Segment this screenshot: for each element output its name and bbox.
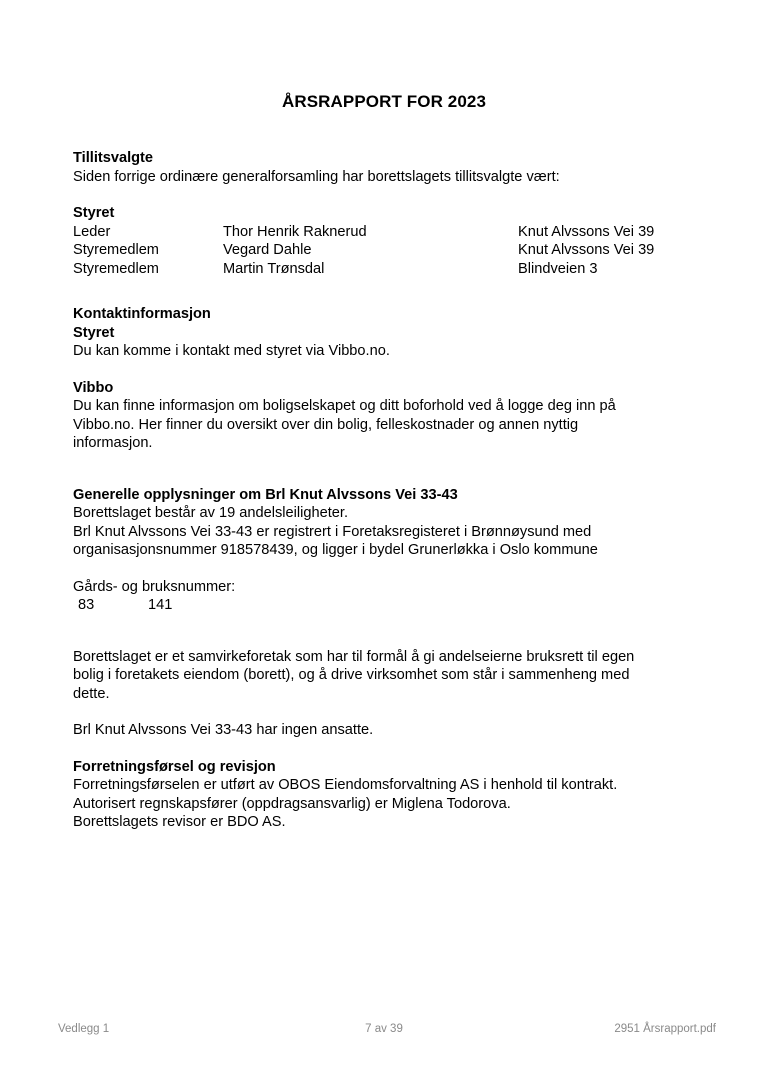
bnr-value: 141	[148, 597, 173, 613]
heading-forretningsforsel: Forretningsførsel og revisjon	[73, 758, 276, 775]
heading-generelle-opplysninger: Generelle opplysninger om Brl Knut Alvssons Vei 33-43	[73, 486, 458, 503]
heading-styret: Styret	[73, 205, 115, 221]
ansatte-text: Brl Knut Alvssons Vei 33-43 har ingen ansatte.	[73, 722, 374, 738]
forretning-text-line: Borettslagets revisor er BDO AS.	[73, 814, 286, 830]
board-member-row	[73, 223, 693, 242]
vibbo-text-line: Du kan finne informasjon om boligselskapet og ditt boforhold ved å logge deg inn på	[73, 398, 616, 414]
member-address: Blindveien 3	[518, 260, 598, 277]
heading-kontaktinformasjon: Kontaktinformasjon	[73, 306, 211, 322]
page-footer	[0, 1023, 768, 1039]
footer-attachment-label: Vedlegg 1	[58, 1023, 110, 1035]
tillitsvalgte-text: Siden forrige ordinære generalforsamling har borettslagets tillitsvalgte vært:	[73, 168, 560, 185]
member-name: Thor Henrik Raknerud	[223, 223, 367, 240]
member-role: Styremedlem	[73, 260, 159, 277]
member-role: Leder	[73, 223, 111, 240]
board-member-row	[73, 241, 693, 260]
generelle-text-line: Borettslaget består av 19 andelsleiligheter.	[73, 505, 349, 521]
formal-text-line: bolig i foretakets eiendom (borett), og å drive virksomhet som står i sammenheng med	[73, 667, 630, 683]
footer-page-number: 7 av 39	[365, 1023, 403, 1035]
board-members-table	[73, 223, 693, 279]
formal-text-line: dette.	[73, 685, 110, 702]
heading-tillitsvalgte: Tillitsvalgte	[73, 150, 154, 166]
vibbo-text-line: Vibbo.no. Her finner du oversikt over din bolig, felleskostnader og annen nyttig	[73, 416, 579, 433]
document-title: ÅRSRAPPORT FOR 2023	[281, 92, 487, 111]
member-address: Knut Alvssons Vei 39	[518, 223, 655, 240]
gnr-value: 83	[78, 597, 95, 613]
heading-vibbo: Vibbo	[73, 379, 114, 396]
heading-kontakt-styret: Styret	[73, 324, 115, 341]
member-address: Knut Alvssons Vei 39	[518, 242, 655, 258]
forretning-text-line: Autorisert regnskapsfører (oppdragsansvarlig) er Miglena Todorova.	[73, 795, 511, 812]
gnr-bnr-label: Gårds- og bruksnummer:	[73, 578, 236, 595]
formal-text-line: Borettslaget er et samvirkeforetak som har til formål å gi andelseierne bruksrett til egen	[73, 648, 635, 665]
footer-filename: 2951 Årsrapport.pdf	[614, 1023, 716, 1035]
member-name: Martin Trønsdal	[223, 260, 325, 277]
generelle-text-line: organisasjonsnummer 918578439, og ligger i bydel Grunerløkka i Oslo kommune	[73, 542, 598, 558]
member-name: Vegard Dahle	[223, 242, 312, 258]
board-member-row	[73, 260, 693, 279]
document-body	[73, 149, 693, 832]
member-role: Styremedlem	[73, 242, 159, 258]
vibbo-text-line: informasjon.	[73, 435, 153, 451]
kontakt-styret-text: Du kan komme i kontakt med styret via Vibbo.no.	[73, 343, 390, 359]
forretning-text-line: Forretningsførselen er utført av OBOS Eiendomsforvaltning AS i henhold til kontrakt.	[73, 777, 618, 793]
generelle-text-line: Brl Knut Alvssons Vei 33-43 er registrert i Foretaksregisteret i Brønnøysund med	[73, 523, 592, 540]
gnr-bnr-values	[73, 596, 693, 615]
